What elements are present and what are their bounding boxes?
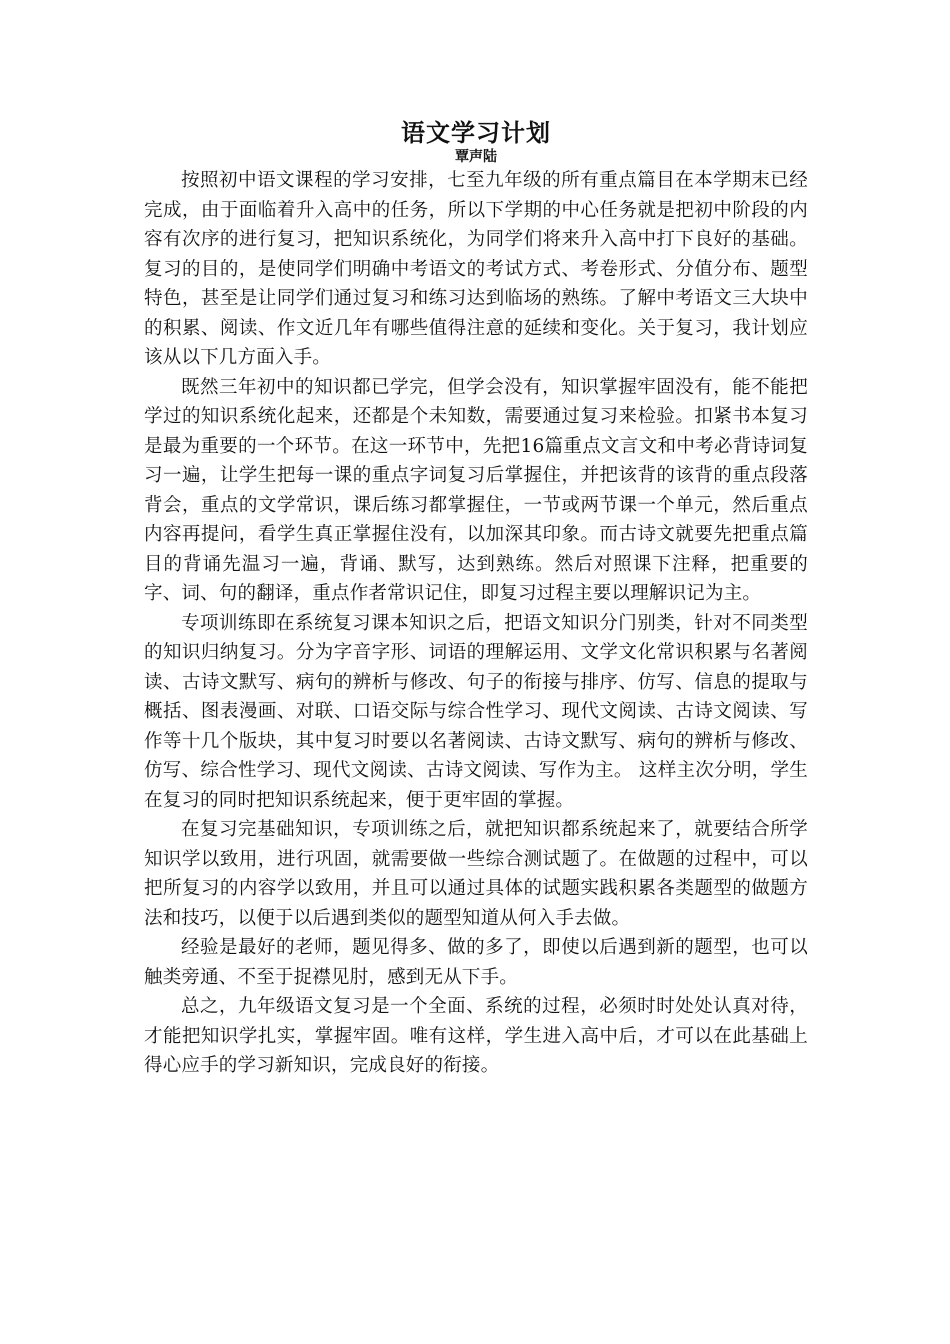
paragraph-4: 在复习完基础知识，专项训练之后，就把知识都系统起来了，就要结合所学知识学以致用，进行巩固，就需要做一些综合测试题了。在做题的过程中，可以把所复习的内容学以致用，并且可以通过具体的试题实践积累各类题型的做题方法和技巧，以便于以后遇到类似的题型知道从何入手去做。 [144, 819, 808, 929]
document-title: 语文学习计划 [401, 118, 551, 147]
paragraph-6: 总之，九年级语文复习是一个全面、系统的过程，必须时时处处认真对待，才能把知识学扎实，掌握牢固。唯有这样，学生进入高中后，才可以在此基础上得心应手的学习新知识，完成良好的衔接。 [144, 996, 808, 1076]
paragraph-3: 专项训练即在系统复习课本知识之后，把语文知识分门别类，针对不同类型的知识归纳复习。分为字音字形、词语的理解运用、文学文化常识积累与名著阅读、古诗文默写、病句的辨析与修改、句子的衔接与排序、仿写、信息的提取与概括、图表漫画、对联、口语交际与综合性学习、现代文阅读、古诗文阅读、写作等十几个版块，其中复习时要以名著阅读、古诗文默写、病句的辨析与修改、仿写、综合性学习、现代文阅读、古诗文阅读、写作为主。 这样主次分明，学生在复习的同时把知识系统起来，便于更牢固的掌握。 [144, 612, 808, 811]
paragraph-1: 按照初中语文课程的学习安排，七至九年级的所有重点篇目在本学期末已经完成，由于面临着升入高中的任务，所以下学期的中心任务就是把初中阶段的内容有次序的进行复习，把知识系统化，为同学们将来升入高中打下良好的基础。复习的目的，是使同学们明确中考语文的考试方式、考卷形式、分值分布、题型特色，甚至是让同学们通过复习和练习达到临场的熟练。了解中考语文三大块中的积累、阅读、作文近几年有哪些值得注意的延续和变化。关于复习，我计划应该从以下几方面入手。 [144, 170, 808, 368]
document-page [144, 118, 808, 1081]
document-author: 覃声陆 [455, 149, 497, 165]
paragraph-2: 既然三年初中的知识都已学完，但学会没有，知识掌握牢固没有，能不能把学过的知识系统化起来，还都是个未知数，需要通过复习来检验。扣紧书本复习是最为重要的一个环节。在这一环节中，先把16篇重点文言文和中考必背诗词复习一遍，让学生把每一课的重点字词复习后掌握住，并把该背的该背的重点段落背会，重点的文学常识，课后练习都掌握住，一节或两节课一个单元，然后重点内容再提问，看学生真正掌握住没有，以加深其印象。而古诗文就要先把重点篇目的背诵先温习一遍，背诵、默写，达到熟练。然后对照课下注释，把重要的字、词、句的翻译，重点作者常识记住，即复习过程主要以理解识记为主。 [144, 376, 808, 604]
paragraph-5: 经验是最好的老师，题见得多、做的多了，即使以后遇到新的题型，也可以触类旁通、不至于捉襟见肘，感到无从下手。 [144, 937, 808, 988]
